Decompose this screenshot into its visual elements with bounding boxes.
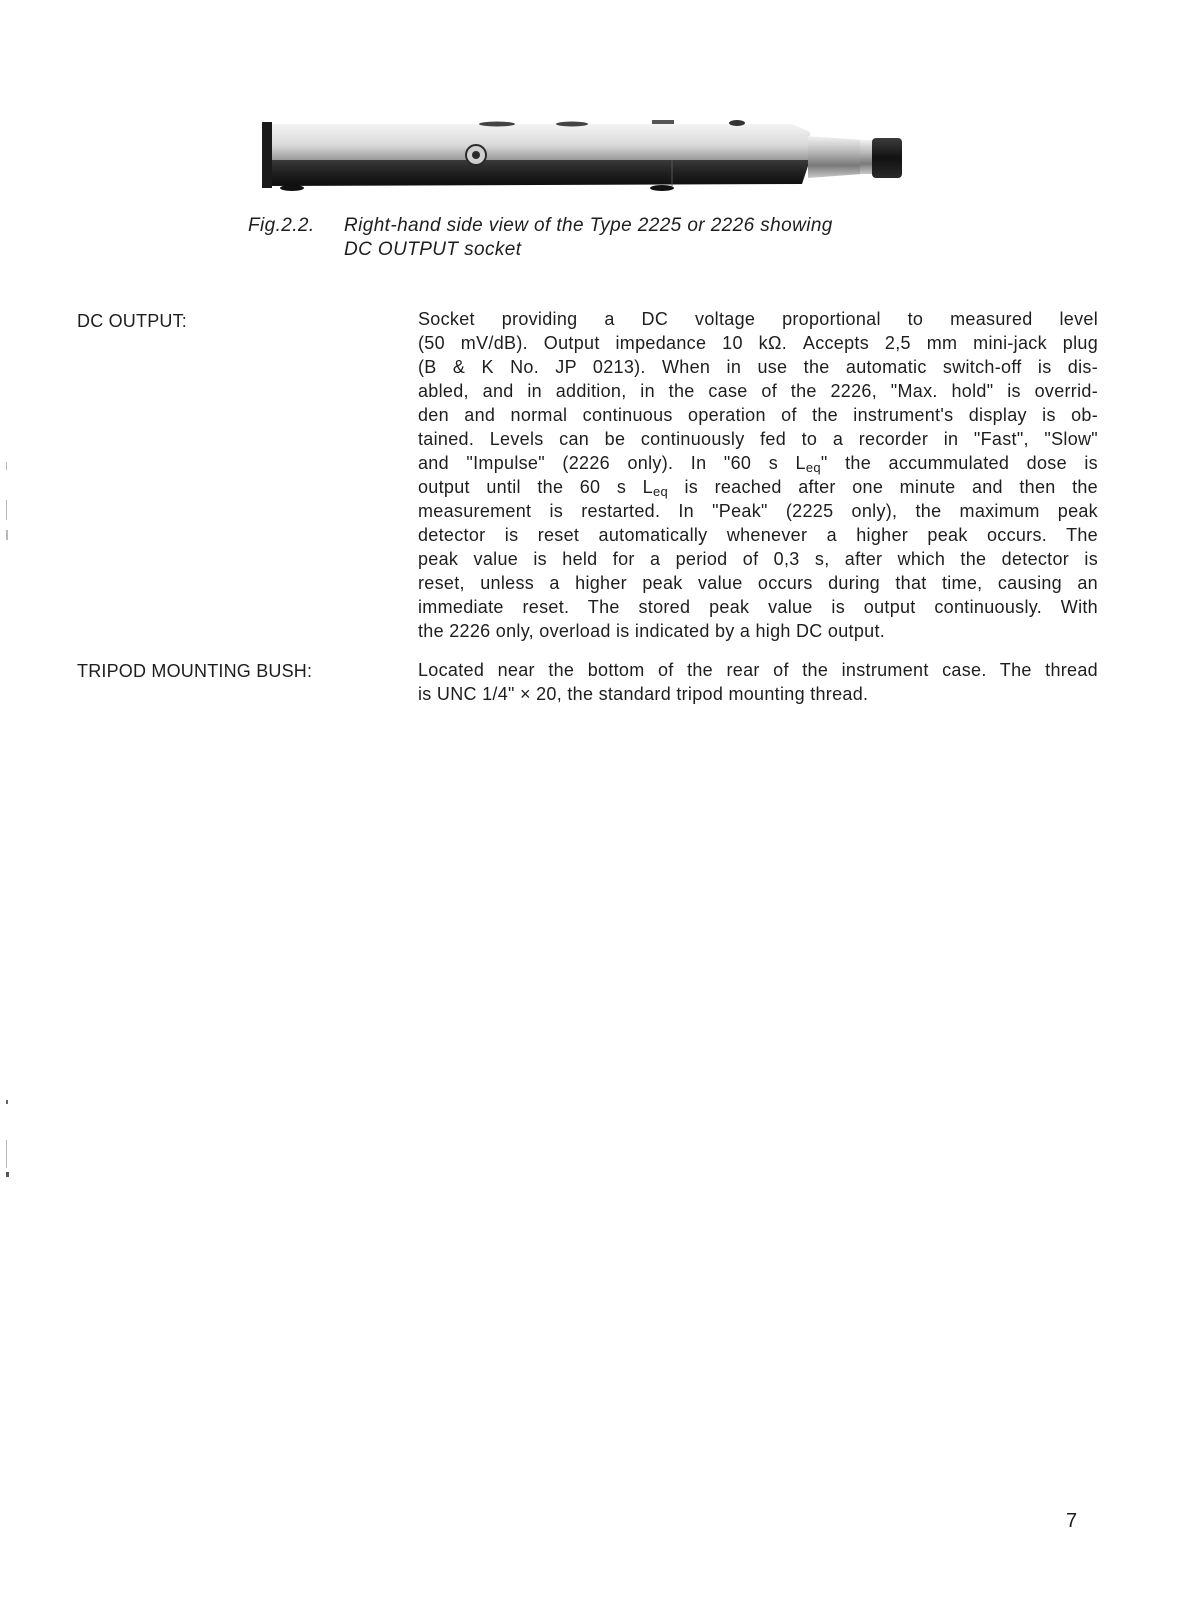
definition-line: (50 mV/dB). Output impedance 10 kΩ. Accepts 2,5 mm mini-jack plug bbox=[418, 333, 1098, 353]
scan-mark bbox=[6, 1100, 8, 1104]
text-run: " the accummulated dose is bbox=[820, 453, 1098, 473]
figure-caption-text bbox=[344, 214, 944, 262]
term-dc-output: DC OUTPUT: bbox=[77, 311, 187, 331]
figure-caption-line: DC OUTPUT socket bbox=[344, 239, 522, 260]
page-number: 7 bbox=[1066, 1510, 1078, 1532]
subscript: eq bbox=[652, 484, 669, 499]
scan-mark bbox=[6, 530, 8, 540]
definition-line: Socket providing a DC voltage proportional to measured level bbox=[418, 309, 1098, 329]
text-run: output until the 60 s L bbox=[418, 477, 653, 497]
text-run: is reached after one minute and then the bbox=[668, 477, 1098, 497]
instrument-side-view-photo bbox=[262, 110, 912, 202]
scan-mark bbox=[6, 500, 7, 520]
definition-line: (B & K No. JP 0213). When in use the automatic switch-off is dis- bbox=[418, 357, 1098, 377]
scan-mark bbox=[6, 1172, 9, 1177]
figure-caption-line: Right-hand side view of the Type 2225 or 2226 showing bbox=[344, 215, 833, 236]
definition-line bbox=[418, 475, 1098, 499]
definition-line: Located near the bottom of the rear of the instrument case. The thread bbox=[418, 660, 1098, 680]
term-tripod-mounting-bush: TRIPOD MOUNTING BUSH: bbox=[77, 661, 313, 681]
definition-line: tained. Levels can be continuously fed to a recorder in "Fast", "Slow" bbox=[418, 429, 1098, 449]
definition-line: abled, and in addition, in the case of the 2226, "Max. hold" is overrid- bbox=[418, 381, 1098, 401]
figure-label: Fig.2.2. bbox=[248, 215, 315, 236]
definition-line: peak value is held for a period of 0,3 s, after which the detector is bbox=[418, 549, 1098, 569]
scan-mark bbox=[6, 1140, 7, 1168]
definition-line: reset, unless a higher peak value occurs during that time, causing an bbox=[418, 573, 1098, 593]
subscript: eq bbox=[805, 460, 821, 475]
definition-tripod-mounting-bush bbox=[418, 658, 1098, 706]
definition-line bbox=[418, 451, 1098, 475]
definition-line: den and normal continuous operation of the instrument's display is ob- bbox=[418, 405, 1098, 425]
definition-line: detector is reset automatically whenever a higher peak occurs. The bbox=[418, 525, 1098, 545]
definition-dc-output bbox=[418, 307, 1098, 643]
definition-line: the 2226 only, overload is indicated by a high DC output. bbox=[418, 621, 886, 641]
definition-line: is UNC 1/4" × 20, the standard tripod mounting thread. bbox=[418, 684, 869, 704]
definition-line: measurement is restarted. In "Peak" (2225 only), the maximum peak bbox=[418, 501, 1098, 521]
definition-line: immediate reset. The stored peak value is output continuously. With bbox=[418, 597, 1098, 617]
text-run: and "Impulse" (2226 only). In "60 s L bbox=[418, 453, 806, 473]
scan-mark bbox=[6, 462, 7, 470]
